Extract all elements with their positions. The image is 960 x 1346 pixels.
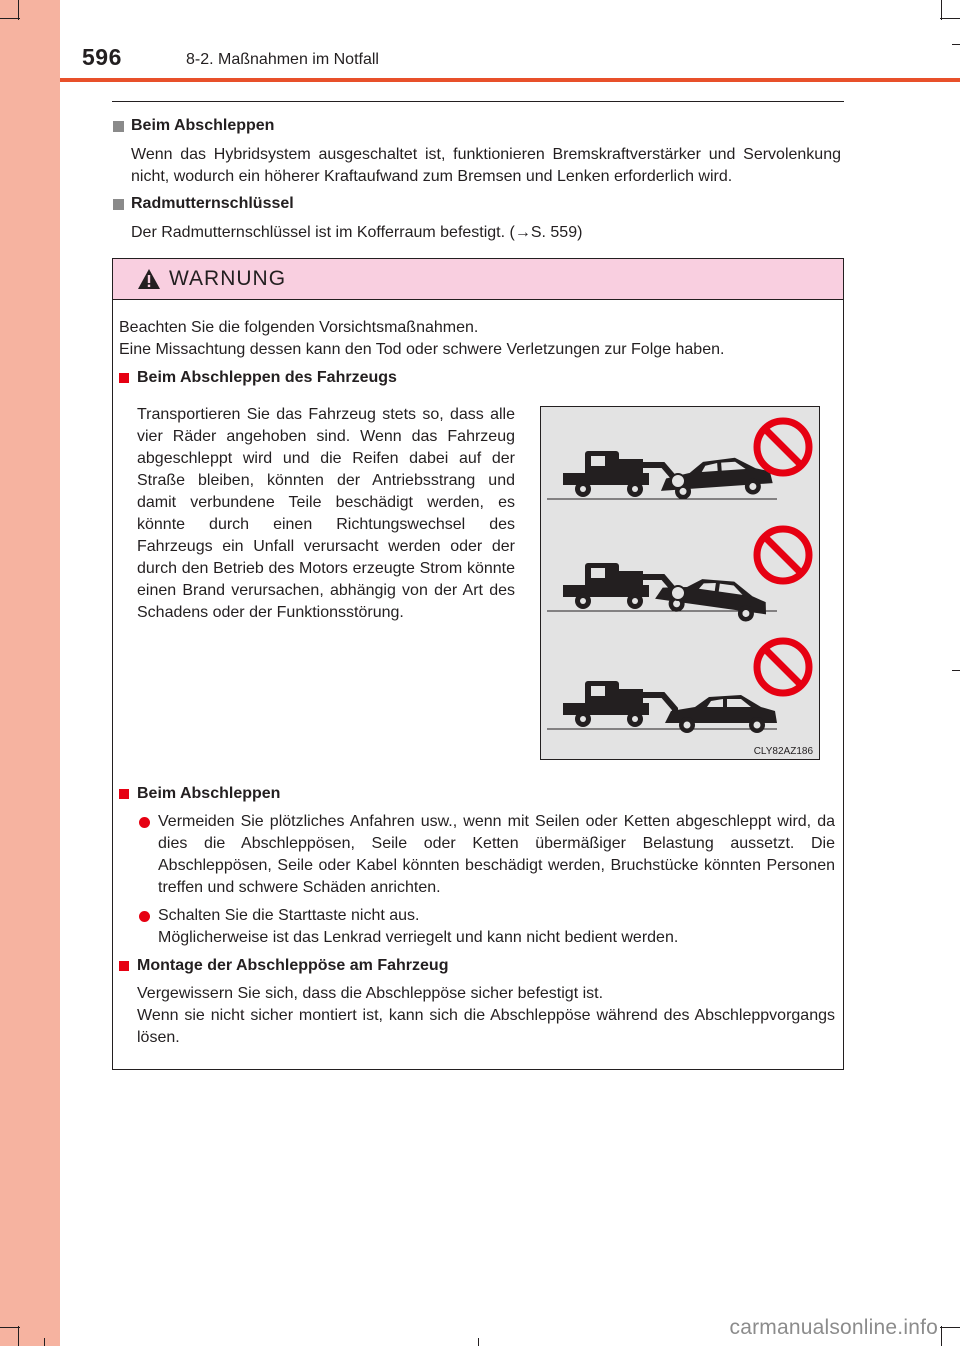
header-rule [60,78,960,82]
section-body: Der Radmutternschlüssel ist im Kofferraum befestigt. (→S. 559) [131,224,583,241]
red-dot-bullet [139,817,150,828]
section-title: Radmutternschlüssel [131,195,294,212]
chapter-title: 8-2. Maßnahmen im Notfall [186,51,379,68]
crop-mark [940,18,960,19]
warning-triangle-icon [137,268,161,290]
crop-mark [0,1327,20,1328]
crop-mark [478,1338,479,1346]
red-square-bullet [119,373,129,383]
section-body: Wenn das Hybridsystem ausgeschaltet ist, funktionieren Bremskraftverstärker und Servolenkung nicht, wodurch ein höherer Kraftaufwand zum Bremsen und Lenken erforderlich wird. [131,146,841,185]
section-abschleppen [113,115,841,188]
crop-mark [941,1326,942,1346]
prohibited-towing-icon [541,407,819,759]
warning-intro-1: Beachten Sie die folgenden Vorsichtsmaßnahmen. [119,319,479,336]
section-radmutternschluessel [113,193,841,244]
mounting-line-2: Wenn sie nicht sicher montiert ist, kann sich die Abschleppöse während des Abschleppvorgangs lösen. [137,1007,835,1046]
mounting-line-1: Vergewissern Sie sich, dass die Abschleppöse sicher befestigt ist. [137,985,604,1002]
crop-mark [18,0,19,20]
crop-mark [44,1338,45,1346]
side-color-strip [0,0,60,1346]
warning-title: WARNUNG [169,267,287,290]
content-top-rule [112,101,844,102]
crop-mark [952,44,960,45]
bullet-item: Vermeiden Sie plötzliches Anfahren usw., wenn mit Seilen oder Ketten abgeschleppt wird, da dies die Abschleppösen, Seile oder Ketten übermäßiger Belastung aussetzt. Die Abschleppösen, Seile oder Kabel könnten beschädigt werden, Bruchstücke könnten Personen treffen und schwere Schäden anrichten. [139,811,835,899]
page-number: 596 [82,44,122,70]
red-dot-bullet [139,911,150,922]
red-square-bullet [119,789,129,799]
crop-mark [0,18,20,19]
crop-mark [952,670,960,671]
section-bullet-square [113,121,124,132]
illustration-code: CLY82AZ186 [753,746,813,757]
section-bullet-square [113,199,124,210]
red-square-bullet [119,961,129,971]
bullet-item: Schalten Sie die Starttaste nicht aus. Möglicherweise ist das Lenkrad verriegelt und kann nicht bedient werden. [139,905,835,949]
warning-intro-2: Eine Missachtung dessen kann den Tod oder schwere Verletzungen zur Folge haben. [119,341,725,358]
crop-mark [18,1326,19,1346]
warning-header [113,259,843,300]
section-title: Beim Abschleppen [131,117,275,134]
crop-mark [940,1327,960,1328]
subsection-title: Beim Abschleppen [137,785,281,802]
towing-illustration [540,406,820,760]
watermark: carmanualsonline.info [729,1316,938,1339]
subsection-title: Beim Abschleppen des Fahrzeugs [137,369,397,386]
towing-paragraph: Transportieren Sie das Fahrzeug stets so, dass alle vier Räder angehoben sind. Wenn das Fahrzeug abgeschleppt wird und die Reifen dabei auf der Straße bleiben, könnten der Antriebsstrang und damit verbundene Teile beschädigt werden, es könnte durch einen Richtungswechsel des Fahrzeugs ein Unfall verursacht werden oder der durch den Betrieb des Motors erzeugte Strom könnte einen Brand verursachen, abhängig von der Art des Schadens oder der Funktionsstörung. [137,406,515,621]
subsection-title: Montage der Abschleppöse am Fahrzeug [137,957,449,974]
crop-mark [941,0,942,20]
